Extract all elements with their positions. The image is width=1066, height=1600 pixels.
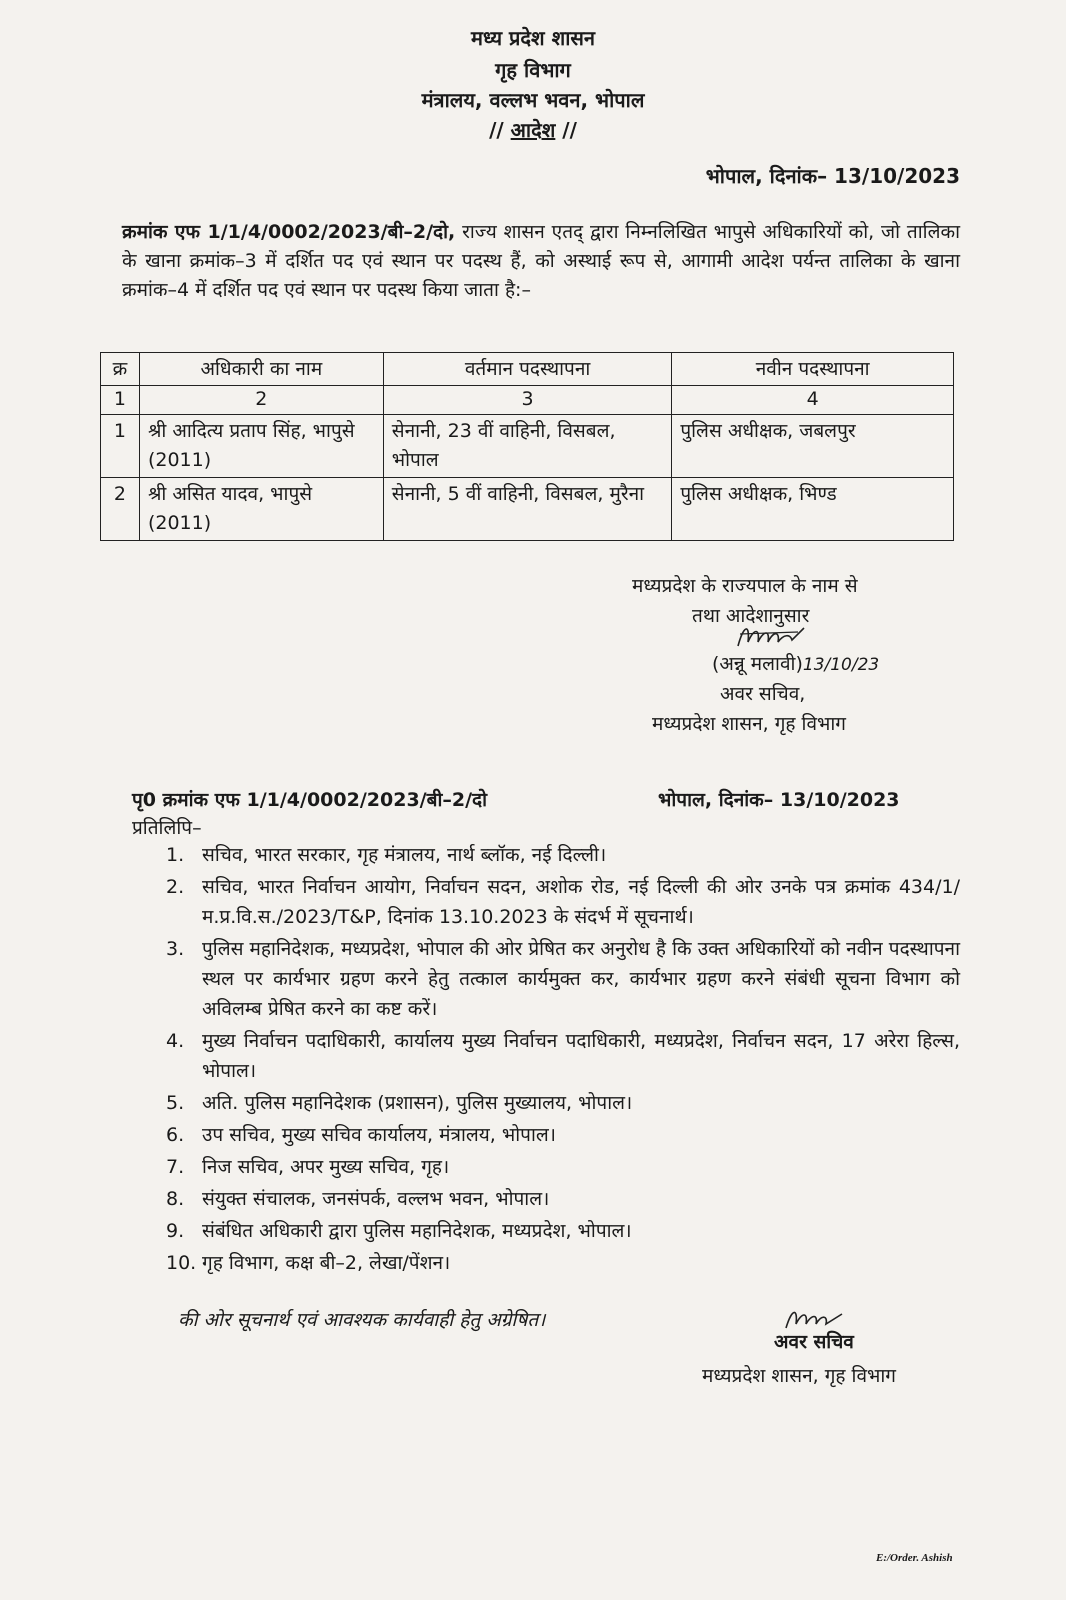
list-item: 4. मुख्य निर्वाचन पदाधिकारी, कार्यालय मुख्य निर्वाचन पदाधिकारी, मध्यप्रदेश, निर्वाचन सदन, 17 अरेरा हिल्स, भोपाल। xyxy=(166,1030,960,1082)
title-suffix: // xyxy=(562,118,577,142)
table-header-row xyxy=(101,353,954,386)
header-govt: मध्य प्रदेश शासन xyxy=(470,26,595,50)
list-item: 9. संबंधित अधिकारी द्वारा पुलिस महानिदेशक, मध्यप्रदेश, भोपाल। xyxy=(166,1220,632,1242)
header-address: मंत्रालय, वल्लभ भवन, भोपाल xyxy=(421,88,645,112)
title-word: आदेश xyxy=(510,118,556,142)
signature-date: 13/10/23 xyxy=(802,655,880,675)
copy-reference: पृ0 क्रमांक एफ 1/1/4/0002/2023/बी–2/दो xyxy=(132,789,488,811)
order-paragraph xyxy=(122,218,960,305)
governor-line: मध्यप्रदेश के राज्यपाल के नाम से xyxy=(632,575,858,597)
posting-table xyxy=(100,352,954,541)
list-item: 3. पुलिस महानिदेशक, मध्यप्रदेश, भोपाल की ओर प्रेषित कर अनुरोध है कि उक्त अधिकारियों को नवीन पदस्थापना स्थल पर कार्यभार ग्रहण करने हेतु तत्काल कार्यमुक्त कर, कार्यभार ग्रहण करने संबंधी सूचना विभाग को अविलम्ब प्रेषित करने का कष्ट करें। xyxy=(166,938,960,1020)
list-item: 1. सचिव, भारत सरकार, गृह मंत्रालय, नार्थ ब्लॉक, नई दिल्ली। xyxy=(166,844,607,866)
header-order-title xyxy=(0,116,1066,143)
cell-new: पुलिस अधीक्षक, भिण्ड xyxy=(672,478,954,541)
officer-dept: मध्यप्रदेश शासन, गृह विभाग xyxy=(652,713,846,735)
signatory-designation: अवर सचिव xyxy=(774,1331,854,1353)
officer-name-text: (अन्नू मलावी) xyxy=(712,653,803,675)
table-row xyxy=(101,478,954,541)
table-number-row xyxy=(101,386,954,415)
list-item: 8. संयुक्त संचालक, जनसंपर्क, वल्लभ भवन, भोपाल। xyxy=(166,1188,550,1210)
signatory-dept: मध्यप्रदेश शासन, गृह विभाग xyxy=(702,1365,896,1387)
col-header-current: वर्तमान पदस्थापना xyxy=(383,353,672,386)
order-date: भोपाल, दिनांक– 13/10/2023 xyxy=(705,164,960,188)
order-line: तथा आदेशानुसार xyxy=(692,605,810,627)
distribution-list xyxy=(166,840,960,1280)
list-item: 7. निज सचिव, अपर मुख्य सचिव, गृह। xyxy=(166,1156,450,1178)
cell-current: सेनानी, 5 वीं वाहिनी, विसबल, मुरैना xyxy=(383,478,672,541)
officer-name xyxy=(712,650,879,680)
file-path-footer: E:/Order. Ashish xyxy=(876,1552,953,1564)
col-header-sno: क्र xyxy=(101,353,140,386)
order-text: राज्य शासन एतद् द्वारा निम्नलिखित भापुसे अधिकारियों को, जो तालिका के खाना क्रमांक–3 में दर्शित पद एवं स्थान पर पदस्थ हैं, को अस्थाई रूप से, आगामी आदेश पर्यन्त तालिका के खाना क्रमांक–4 में दर्शित पद एवं स्थान पर पदस्थ किया जाता है:– xyxy=(122,221,961,301)
cell-name: श्री असित यादव, भापुसे (2011) xyxy=(139,478,383,541)
title-prefix: // xyxy=(489,118,504,142)
order-reference: क्रमांक एफ 1/1/4/0002/2023/बी–2/दो, xyxy=(122,221,456,243)
list-item: 6. उप सचिव, मुख्य सचिव कार्यालय, मंत्रालय, भोपाल। xyxy=(166,1124,556,1146)
header-dept: गृह विभाग xyxy=(495,58,571,82)
copy-date: भोपाल, दिनांक– 13/10/2023 xyxy=(658,789,900,811)
list-item: 5. अति. पुलिस महानिदेशक (प्रशासन), पुलिस मुख्यालय, भोपाल। xyxy=(166,1092,633,1114)
cell-sno: 1 xyxy=(101,415,140,478)
col-number: 4 xyxy=(672,386,954,415)
forwarding-note: की ओर सूचनार्थ एवं आवश्यक कार्यवाही हेतु अग्रेषित। xyxy=(178,1309,546,1331)
signature-mark xyxy=(734,620,814,654)
officer-designation: अवर सचिव, xyxy=(720,683,806,705)
list-item: 2. सचिव, भारत निर्वाचन आयोग, निर्वाचन सदन, अशोक रोड, नई दिल्ली की ओर उनके पत्र क्रमांक 434/1/म.प्र.वि.स./2023/T&P, दिनांक 13.10.2023 के संदर्भ में सूचनार्थ। xyxy=(166,876,960,928)
cell-new: पुलिस अधीक्षक, जबलपुर xyxy=(672,415,954,478)
cell-current: सेनानी, 23 वीं वाहिनी, विसबल, भोपाल xyxy=(383,415,672,478)
col-header-new: नवीन पदस्थापना xyxy=(672,353,954,386)
col-number: 2 xyxy=(139,386,383,415)
col-number: 1 xyxy=(101,386,140,415)
cell-sno: 2 xyxy=(101,478,140,541)
table-row xyxy=(101,415,954,478)
list-item: 10. गृह विभाग, कक्ष बी–2, लेखा/पेंशन। xyxy=(166,1252,451,1274)
col-number: 3 xyxy=(383,386,672,415)
col-header-name: अधिकारी का नाम xyxy=(139,353,383,386)
copy-label: प्रतिलिपि– xyxy=(132,817,202,839)
cell-name: श्री आदित्य प्रताप सिंह, भापुसे (2011) xyxy=(139,415,383,478)
